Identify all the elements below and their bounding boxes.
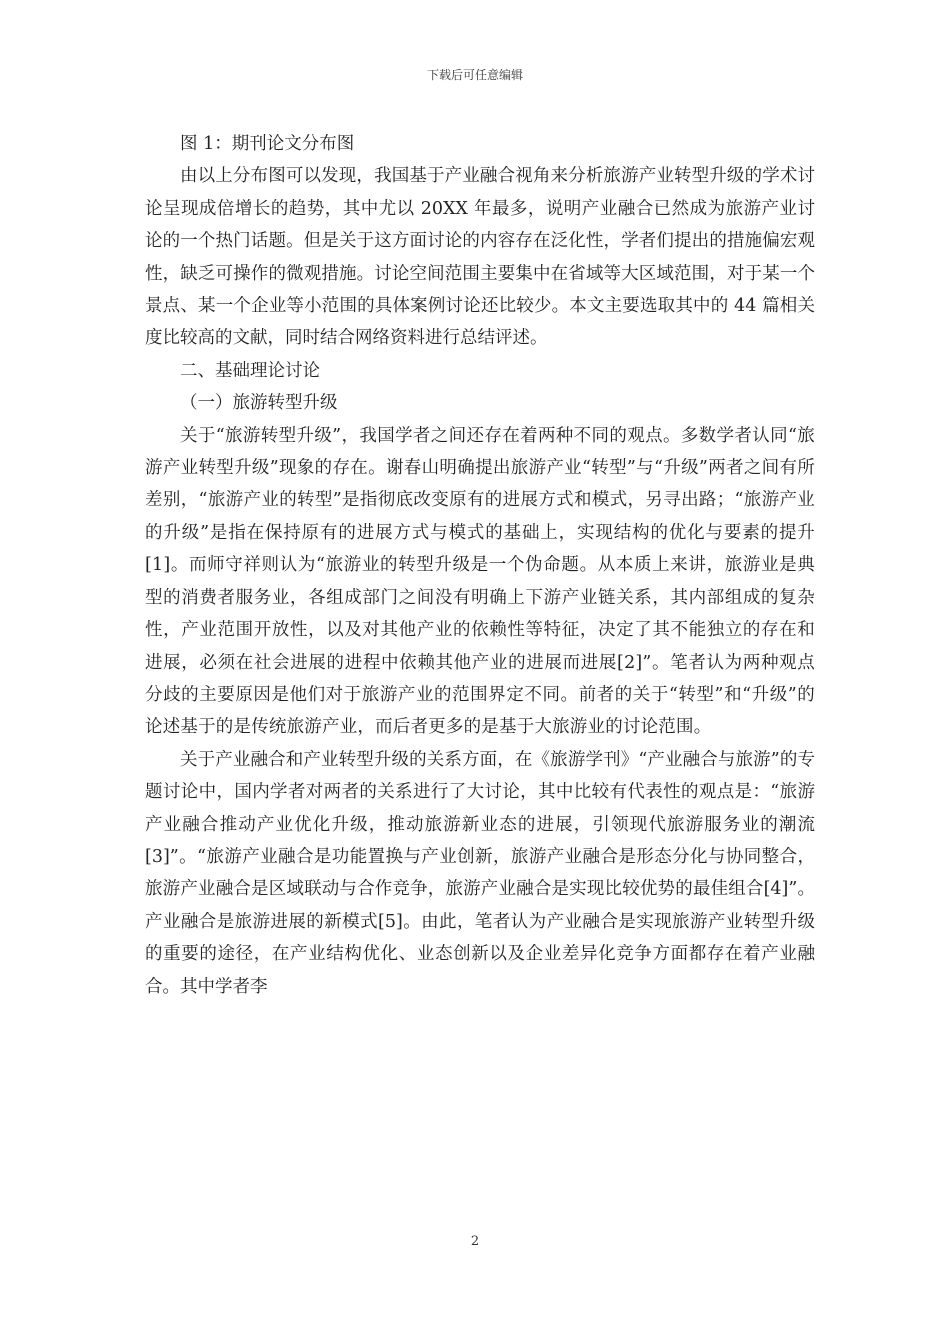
- section-heading: 二、基础理论讨论: [180, 360, 320, 381]
- paragraph-transformation-views: 关于“旅游转型升级”，我国学者之间还存在着两种不同的观点。多数学者认同“旅游产业转型升级”现象的存在。谢春山明确提出旅游产业“转型”与“升级”两者之间有所差别，“旅游产业的转型”是指彻底改变原有的进展方式和模式，另寻出路；“旅游产业的升级”是指在保持原有的进展方式与模式的基础上，实现结构的优化与要素的提升[1]。而师守祥则认为“旅游业的转型升级是一个伪命题。从本质上来讲，旅游业是典型的消费者服务业，各组成部门之间没有明确上下游产业链关系，其内部组成的复杂性，产业范围开放性，以及对其他产业的依赖性等特征，决定了其不能独立的存在和进展，必须在社会进展的进程中依赖其他产业的进展而进展[2]”。笔者认为两种观点分歧的主要原因是他们对于旅游产业的范围界定不同。前者的关于“转型”和“升级”的论述基于的是传统旅游产业，而后者更多的是基于大旅游业的讨论范围。: [145, 425, 815, 738]
- paragraph-distribution-analysis: 由以上分布图可以发现，我国基于产业融合视角来分析旅游产业转型升级的学术讨论呈现成倍增长的趋势，其中尤以 20XX 年最多，说明产业融合已然成为旅游产业讨论的一个热门话题。但是关于这方面讨论的内容存在泛化性，学者们提出的措施偏宏观性，缺乏可操作的微观措施。讨论空间范围主要集中在省域等大区域范围，对于某一个景点、某一个企业等小范围的具体案例讨论还比较少。本文主要选取其中的 44 篇相关度比较高的文献，同时结合网络资料进行总结评述。: [145, 166, 815, 349]
- paragraph-industry-fusion: 关于产业融合和产业转型升级的关系方面，在《旅游学刊》“产业融合与旅游”的专题讨论中，国内学者对两者的关系进行了大讨论，其中比较有代表性的观点是：“旅游产业融合推动产业优化升级，推动旅游新业态的进展，引领现代旅游服务业的潮流[3]”。“旅游产业融合是功能置换与产业创新，旅游产业融合是形态分化与协同整合，旅游产业融合是区域联动与合作竞争，旅游产业融合是实现比较优势的最佳组合[4]”。产业融合是旅游进展的新模式[5]。由此，笔者认为产业融合是实现旅游产业转型升级的重要的途径，在产业结构优化、业态创新以及企业差异化竞争方面都存在着产业融合。其中学者李: [145, 749, 815, 997]
- page-number: 2: [470, 1234, 480, 1249]
- page-header: 下载后可任意编辑: [426, 68, 523, 82]
- document-body: [145, 128, 815, 1003]
- subsection-heading: （一）旅游转型升级: [180, 393, 338, 414]
- figure-caption: 图 1：期刊论文分布图: [180, 134, 355, 154]
